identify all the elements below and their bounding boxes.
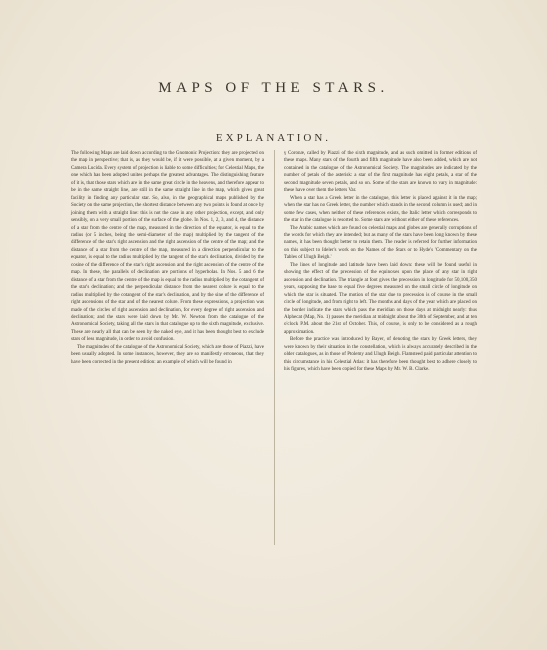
paragraph: The Arabic names which are found on celestial maps and globes are generally corruptions of the words for which they are intended; but as many of the stars have been long known by these names, it has been thought better to retain them. The reader is referred for further information on this subject to Ideler's work on the Names of the Stars or to Hyde's 'Commentary on the Tables of Ulugh Beigh.' [284,225,477,261]
left-column [71,150,264,545]
column-divider [274,150,275,545]
paragraph: When a star has a Greek letter in the catalogue, this letter is placed against it in the map; when the star has no Greek letter, the number which stands in the second column is used; and in some few cases, when neither of these references exists, the Italic letter which corresponds to the star in the catalogue is resorted to. Some stars are without either of these references. [284,195,477,224]
paragraph: Before the practice was introduced by Bayer, of denoting the stars by Greek letters, they were known by their situation in the constellation, which is always accurately described in the older catalogues, as in those of Ptolemy and Ulugh Beigh. Flamsteed paid particular attention to this circumstance in his Celestial Atlas: it has therefore been thought best to adhere closely to his figures, which have been copied for these Maps by Mr. W. B. Clarke. [284,337,477,373]
paragraph: The magnitudes of the catalogue of the Astronomical Society, which are those of Piazzi, have been usually adopted. In some instances, however, they are so manifestly erroneous, that they have been corrected in the present edition: an example of which will be found in [71,344,264,365]
paragraph: γ Coronæ, called by Piazzi of the sixth magnitude, and as such omitted in former editions of these maps. Many stars of the fourth and fifth magnitude have also been added, which are not contained in the catalogue of the Astronomical Society. The magnitudes are indicated by the number of petals of the asterisk: a star of the first magnitude has eight petals, a star of the second magnitude seven petals, and so on. Some of the stars are known to vary in magnitude: these have over them the letters Var. [284,151,477,194]
text-columns [71,150,477,545]
paragraph: The lines of longitude and latitude have been laid down: these will be found useful in showing the effect of the precession of the equinoxes upon the place of any star in right ascension and declination. The triangle at foot gives the precession in longitude for 50,100,350 years, supposing the base to equal five degrees measured on the small circle of longitude on which the star is situated. The motion of the star due to precession is of course in the small circle of longitude, and from right to left. The months and days of the year which are placed on the border indicate the stars which pass the meridian on those days at midnight nearly: thus Alphecat (Map, No. 1) passes the meridian at midnight about the 30th of September, and at ten o'clock P.M. about the 21st of October. This, of course, is only to be considered as a rough approximation. [284,262,477,335]
right-column [284,150,477,545]
page-title: MAPS OF THE STARS. [158,80,389,96]
paragraph: The following Maps are laid down according to the Gnomonic Projection: they are projected on the map in perspective; that is, as they would be, if it were possible, at a given moment, by a Camera Lucida. Every system of projection is liable to some difficulties; for Celestial Maps, the one which has been adopted unites perhaps the greatest advantages. The distinguishing feature of it is, that those stars which are in the same great circle in the heavens, and therefore appear to be in the same straight line, are still in the same straight line in the map, which gives great facility in finding any particular star. So, also, in the geographical maps published by the Society on the same projection, the shortest distance between any two points is found at once by joining them with a straight line: this is not the case in any other projection, except, and only sensibly, on a very small portion of the surface of the globe. In Nos. 1, 2, 3, and 4, the distance of a star from the centre of the map, measured in the direction of the equator, is equal to the radius (or 5 inches, being the semi-diameter of the map) multiplied by the tangent of the difference of the star's right ascension and the right ascension of the centre of the map; and the distance of a star from the centre of the map, measured in a direction perpendicular to the equator, is equal to the radius multiplied by the tangent of the star's declination, divided by the cosine of the difference of the star's right ascension and the right ascension of the centre of the map. In these, the parallels of declination are portions of hyperbolas. In Nos. 5 and 6 the distance of a star from the centre of the map is equal to the radius multiplied by the cotangent of the star's declination; and the perpendicular distance from the nearest colure is equal to the radius multiplied by the cotangent of the star's declination, and by the sine of the difference of right ascensions of the star and of the nearest colure. From these expressions, a projection was made of the circles of right ascension and declination, for every degree of right ascension and declination; and the stars were laid down by Mr. W. Newton from the catalogue of the Astronomical Society, taking all the stars in that catalogue up to the sixth magnitude, exclusive. These are nearly all that can be seen by the naked eye, and it has been thought best to exclude stars of less magnitude, in order to avoid confusion. [71,151,264,343]
section-heading: EXPLANATION. [215,132,332,144]
